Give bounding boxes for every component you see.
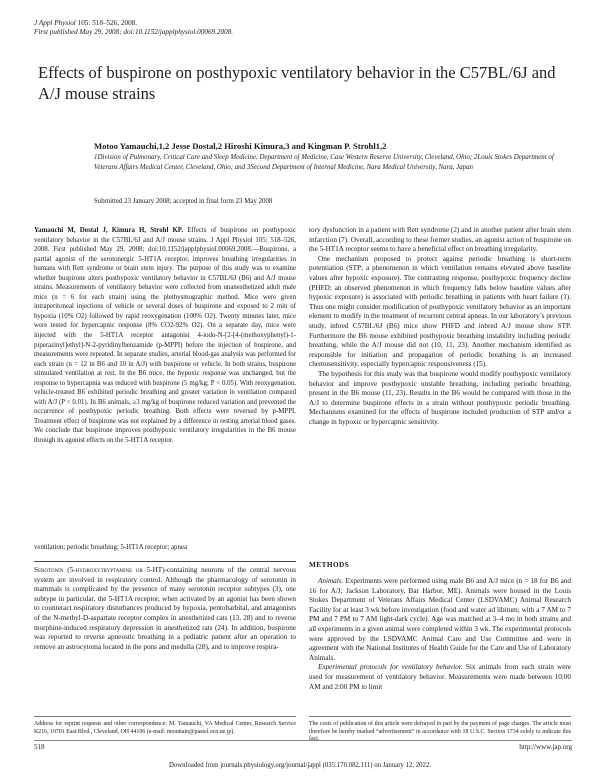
journal-header (34, 19, 233, 37)
article-title: Effects of buspirone on posthypoxic ventilatory behavior in the C57BL/6J and A/J mouse strains (38, 63, 556, 103)
abstract-text: Effects of buspirone on posthypoxic ventilatory behavior in the C57BL/6J and A/J mouse strains. J Appl Physiol 105: 518–526, 2008. First published May 29, 2008; doi:10.1152/japplphysiol.00069.2008.—Buspirone, a partial agonist of the serotonergic 5-HT1A receptor, improves breathing irregularities in humans with Rett syndrome or brain stem injury. The purpose of this study was to examine whether buspirone alters posthypoxic ventilatory behavior in C57BL/6J (B6) and A/J mouse strains. Measurements of ventilatory behavior were collected from unanesthetized adult male mice (n = 6 for each strain) using the plethysmographic method. Mice were given intraperitoneal injections of vehicle or several doses of buspirone and exposed to 2 min of hypoxia (10% O2) followed by rapid reoxygenation (100% O2). Twenty minutes later, mice were tested for hypercapnic response (8% CO2-92% O2). On a separate day, mice were injected with the 5-HT1A receptor antagonist 4-iodo-N-[2-[4-(methoxyphenyl)-1-piperazinyl]ethyl]-N-2-pyridinylbenzamide (p-MPPI) before the injection of buspirone, and measurements were repeated. In separate studies, arterial blood-gas analysis was performed for each strain (n = 12 in B6 and 10 in A/J) with buspirone or vehicle. In both strains, buspirone stimulated ventilation at rest. In the B6 mice, the hypoxic response was unchanged, but the response to hypercapnia was reduced with buspirone (5 mg/kg; P < 0.05). With reoxygenation, vehicle-treated B6 exhibited periodic breathing and greater variation in ventilation compared with A/J (P < 0.01). In B6 animals, ≥3 mg/kg of buspirone reduced variation and prevented the occurrence of posthypoxic periodic breathing. Both effects were reversed by p-MPPI. Treatment effect of buspirone was not explained by a difference in resting arterial blood gases. We conclude that buspirone improves posthypoxic ventilatory irregularities in the B6 mouse through its agonist effects on the 5-HT1A receptor. (34, 227, 296, 445)
correspondence-footnote: Address for reprint requests and other correspondence: M. Yamauchi, VA Medical Center, Research Service K216, 10701 East Blvd., Cleveland, OH 44106 (e-mail: mountain@pastel.ocn.ne.jp). (34, 721, 296, 735)
keywords: ventilation; periodic breathing; 5-HT1A receptor; apnea (34, 544, 187, 551)
page-number: 518 (34, 743, 45, 751)
footnote-divider-left (34, 716, 296, 717)
abstract (34, 226, 296, 446)
methods-heading: METHODS (309, 561, 350, 569)
publication-cost-footnote: The costs of publication of this article were defrayed in part by the payment of page charges. The article must therefore be hereby marked “advertisement” in accordance with 18 U.S.C. Section 1734 solely to indicate this fact. (309, 721, 571, 743)
publication-info: First published May 29, 2008; doi:10.1152/japplphysiol.00069.2008. (34, 28, 234, 36)
journal-name: J Appl Physiol (34, 19, 76, 27)
abstract-citation-lead: Yamauchi M, Dostal J, Kimura H, Strohl KP. (34, 227, 184, 234)
paragraph-2: One mechanism proposed to protect against periodic breathing is short-term potentiation (STP; a phenomenon in which ventilation remains elevated above baseline values after hypoxic exposure). The contrasting response, posthypoxic frequency decline (PHFD; an observed phenomenon in which frequency falls below baseline values after hypoxic exposure) is associated with periodic breathing in patients with heart failure (1). Thus one might consider modification of posthypoxic ventilatory behavior as an important element to modify in the treatment of recurrent central apneas. In our laboratory’s previous study, inbred C57BL/6J (B6) mice show PHFD and inbred A/J mouse show STP. Furthermore the B6 mouse exhibited posthypoxic breathing instability including periodic breathing, while the A/J mouse did not (10, 11, 23). Another mechanism identified as responsible for initiation and propagation of periodic breathing is an increased chemosensitivity, especially hypercapnic responsiveness (15). (309, 254, 571, 369)
journal-url[interactable]: http://www.jap.org (519, 743, 572, 751)
introduction (34, 566, 296, 652)
submission-dates: Submitted 23 January 2008; accepted in final form 23 May 2008 (94, 198, 273, 205)
animals-label: Animals. (318, 577, 344, 585)
download-notice: Downloaded from journals.physiology.org/journal/jappl (035.170.082.111) on January 12, 2022. (168, 762, 432, 769)
methods-section (309, 577, 571, 692)
intro-lead: Serotonin (5-hydroxytryptamine or 5-HT) (34, 566, 165, 574)
footnote-divider-right (309, 716, 571, 717)
protocols-text: Six animals from each strain were used for measurement of ventilatory behavior. Measurements were made between 10:00 AM and 2:00 PM to limit (309, 663, 571, 691)
animals-text: Experiments were performed using male B6 and A/J mice (n = 18 for B6 and 16 for A/J; Jackson Laboratory, Bar Harbor, ME). Animals were housed in the Louis Stokes Department of Veterans Affairs Medical Center (LSDVAMC) Animal Research Facility for at least 3 wk before investigation (food and water ad libitum; with a 7 AM to 7 PM and 7 PM to 7 AM light-dark cycle). Age was matched at 3–4 mo in both strains and all experiments in a given animal were completed within 3 wk. The experimental protocols were approved by the LSDVAMC Animal Care and Use Committee and were in agreement with the National Institutes of Health Guide for the Care and Use of Laboratory Animals. (309, 577, 571, 662)
author-list: Motoo Yamauchi,1,2 Jesse Dostal,2 Hiroshi Kimura,3 and Kingman P. Strohl1,2 (94, 141, 387, 151)
protocols-label: Experimental protocols for ventilatory behavior. (318, 663, 463, 672)
footer-divider (34, 740, 572, 741)
affiliations: 1Division of Pulmonary, Critical Care and Sleep Medicine, Department of Medicine, Case Western Reserve University, Cleveland, Ohio; 2Louis Stokes Department of Veterans Affairs Medical Center, Cleveland, Ohio; and 3Second Department of Internal Medicine, Nara Medical University, Nara, Japan (94, 154, 554, 171)
intro-text: -containing neurons of the central nervous system are involved in respiratory control. Although the pharmacology of serotonin in mammals is complicated by the presence of many serotonin receptor subtypes (3), one subtype in particular, the 5-HT1A receptor, when activated by an agonist has been shown to counteract respiratory disturbances produced by hypoxia, pentobarbital, and antagonists of the N-methyl-D-aspartate receptor complex in anesthetized cats (13, 28) and to reverse morphine-induced respiratory depression in anesthetized rats (24). In addition, buspirone was reported to reverse apneustic breathing in a pediatric patient after an operation to remove an astrocytoma located in the pons and medulla (28), and to improve respira- (34, 566, 296, 651)
volume-pages: 105: 518–526, 2008. (77, 19, 138, 27)
right-column-intro (309, 226, 571, 427)
paragraph-3: The hypothesis for this study was that buspirone would modify posthypoxic ventilatory behavior and improve posthypoxic unstable breathing, including periodic breathing, present in the B6 mouse (11, 23). Results in the B6 would be compared with those in the A/J to determine buspirone effects in a strain without posthypoxic periodic breathing. Mechanisms examined for the effects of buspirone included production of STP and/or a change in hypoxic or hypercapnic sensitivity. (309, 369, 571, 426)
paragraph-1: tory dysfunction in a patient with Rett syndrome (2) and in another patient after brain stem infarction (7). Overall, according to these former studies, an agonist action of buspirone on the 5-HT1A receptor seems to have a beneficial effect on breathing irregularity. (309, 226, 571, 254)
keywords-divider (34, 561, 296, 562)
